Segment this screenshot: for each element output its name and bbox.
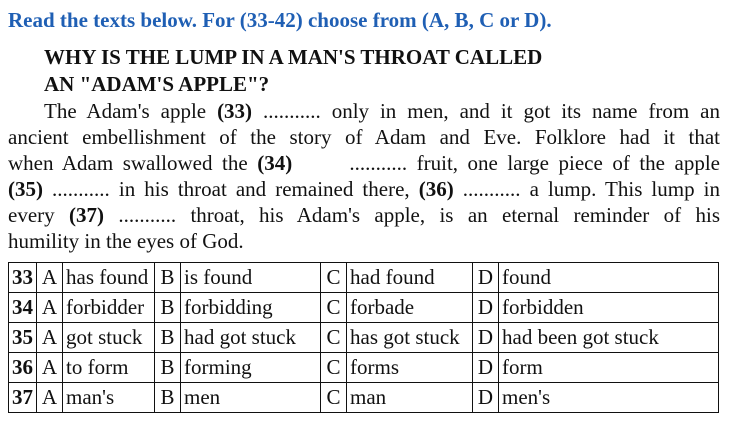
question-number: 33 [9, 263, 37, 293]
options-table [8, 262, 719, 413]
text-span: when Adam swallowed the [8, 151, 258, 175]
passage-text [8, 98, 720, 254]
table-row [9, 353, 719, 383]
option-letter-d: D [473, 263, 499, 293]
question-number: 36 [9, 353, 37, 383]
option-letter-c: C [321, 353, 347, 383]
text-span: ........... in his throat and remained there, [43, 177, 419, 201]
option-letter-b: B [155, 353, 181, 383]
option-letter-b: B [155, 323, 181, 353]
gap-33-number: (33) [217, 99, 253, 123]
instructions: Read the texts below. For (33-42) choose from (A, B, C or D). [8, 8, 552, 32]
passage-line: humility in the eyes of God. [8, 229, 244, 253]
option-d-text: found [499, 263, 719, 293]
option-d-text: form [499, 353, 719, 383]
passage-line [8, 202, 720, 228]
passage-line: ancient embellishment of the story of Adam and Eve. Folklore had it that [8, 125, 720, 149]
passage-line [8, 176, 720, 202]
option-b-text: had got stuck [181, 323, 321, 353]
option-letter-d: D [473, 383, 499, 413]
gap-35-number: (35) [8, 177, 43, 201]
text-span: ........... throat, his Adam's apple, is an eternal reminder of his [104, 203, 720, 227]
gap-37-number: (37) [69, 203, 104, 227]
option-letter-a: A [37, 263, 63, 293]
text-span: every [8, 203, 69, 227]
option-letter-d: D [473, 293, 499, 323]
passage-line [8, 98, 720, 124]
text-span: ........... fruit, one large piece of the apple [292, 151, 720, 175]
option-a-text: got stuck [63, 323, 155, 353]
option-a-text: to form [63, 353, 155, 383]
option-letter-d: D [473, 353, 499, 383]
passage-title-line-2: AN "ADAM'S APPLE"? [44, 72, 270, 96]
option-letter-c: C [321, 323, 347, 353]
option-d-text: had been got stuck [499, 323, 719, 353]
table-row [9, 383, 719, 413]
option-letter-c: C [321, 293, 347, 323]
option-c-text: man [347, 383, 473, 413]
option-a-text: man's [63, 383, 155, 413]
option-letter-a: A [37, 353, 63, 383]
option-c-text: forms [347, 353, 473, 383]
option-a-text: has found [63, 263, 155, 293]
option-c-text: had found [347, 263, 473, 293]
text-span: ........... a lump. This lump in [453, 177, 720, 201]
table-row [9, 323, 719, 353]
option-a-text: forbidder [63, 293, 155, 323]
table-row [9, 263, 719, 293]
option-b-text: is found [181, 263, 321, 293]
table-row [9, 293, 719, 323]
option-letter-a: A [37, 293, 63, 323]
option-letter-b: B [155, 383, 181, 413]
passage-line [8, 150, 720, 176]
text-span: The Adam's apple [44, 99, 218, 123]
option-letter-c: C [321, 383, 347, 413]
question-number: 35 [9, 323, 37, 353]
question-number: 34 [9, 293, 37, 323]
option-letter-a: A [37, 323, 63, 353]
gap-34-number: (34) [257, 151, 293, 175]
option-b-text: forming [181, 353, 321, 383]
option-b-text: men [181, 383, 321, 413]
text-span: ........... only in men, and it got its name from an [252, 99, 720, 123]
gap-36-number: (36) [418, 177, 454, 201]
option-letter-b: B [155, 293, 181, 323]
question-number: 37 [9, 383, 37, 413]
option-d-text: men's [499, 383, 719, 413]
option-letter-c: C [321, 263, 347, 293]
option-c-text: forbade [347, 293, 473, 323]
option-d-text: forbidden [499, 293, 719, 323]
passage-title-line-1: WHY IS THE LUMP IN A MAN'S THROAT CALLED [44, 45, 543, 69]
option-c-text: has got stuck [347, 323, 473, 353]
option-letter-b: B [155, 263, 181, 293]
option-b-text: forbidding [181, 293, 321, 323]
option-letter-d: D [473, 323, 499, 353]
option-letter-a: A [37, 383, 63, 413]
